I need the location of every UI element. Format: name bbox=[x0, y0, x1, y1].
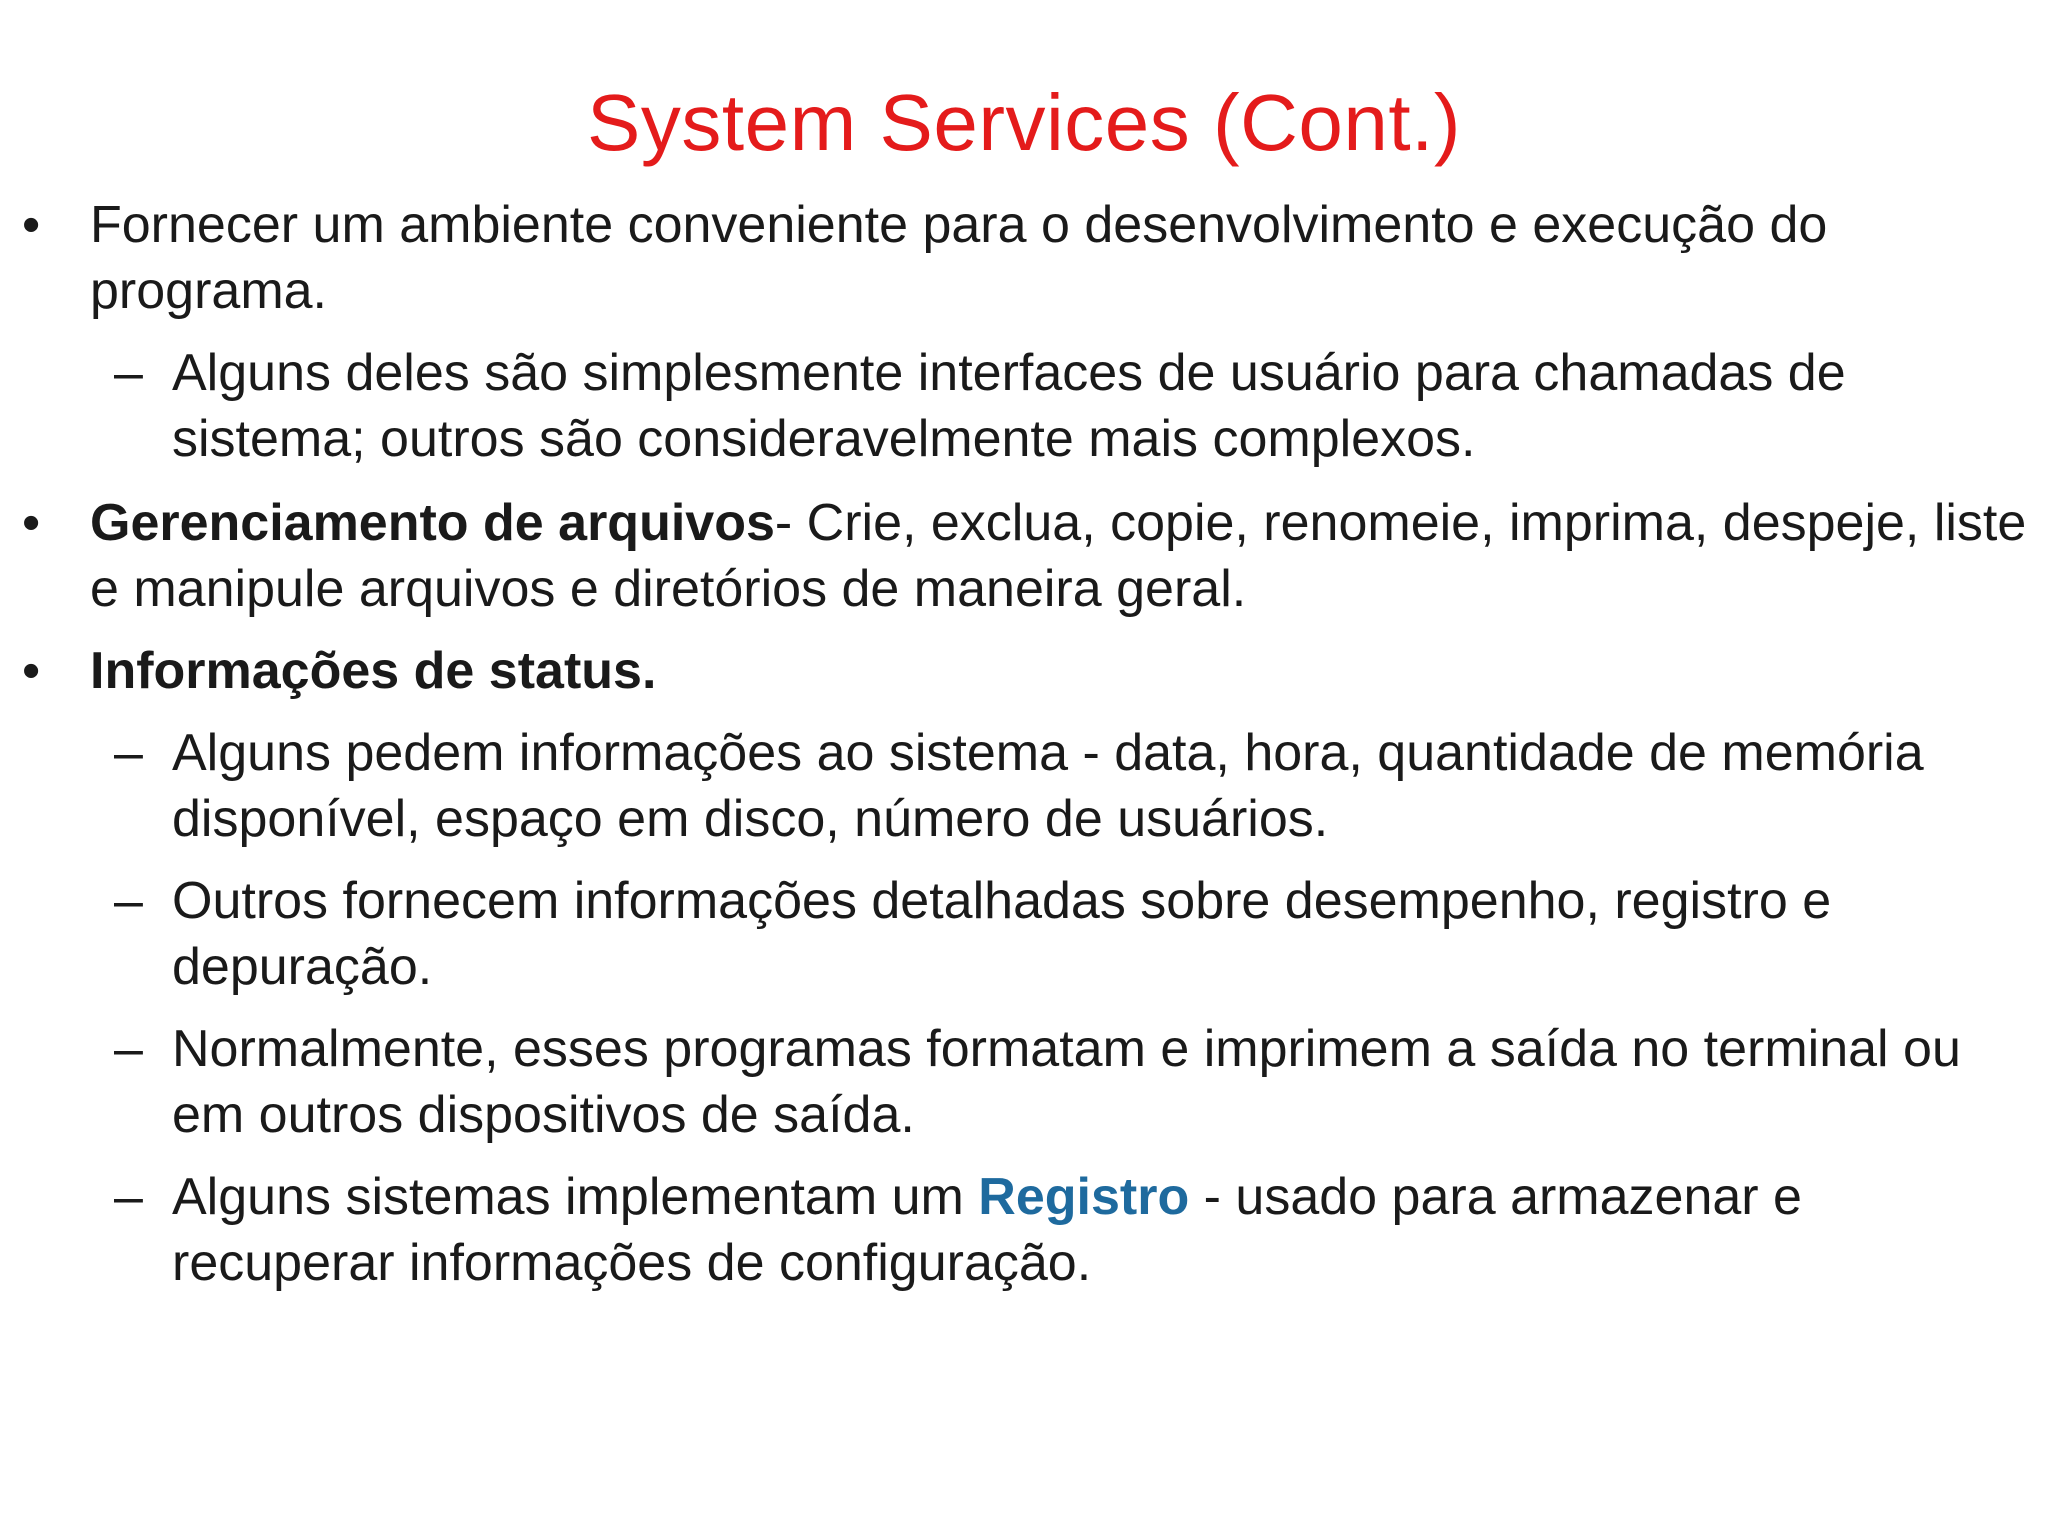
bullet-text: - Crie, exclua, copie, renomeie, imprima, despeje, liste e manipule arquivos e diretórios de maneira geral. bbox=[90, 494, 2027, 618]
sub-bullet-item bbox=[114, 340, 2032, 472]
sub-bullet-item bbox=[114, 1164, 2032, 1296]
dash-marker: – bbox=[114, 344, 143, 402]
sub-bullet-text: Outros fornecem informações detalhadas sobre desempenho, registro e depuração. bbox=[172, 872, 1832, 996]
dash-marker: – bbox=[114, 1168, 143, 1226]
slide-title: System Services (Cont.) bbox=[587, 78, 1461, 167]
sub-bullet-item bbox=[114, 720, 2032, 852]
sub-bullet-text-after: - usado para armazenar e recuperar informações de configuração. bbox=[172, 1168, 1802, 1292]
sub-bullet-text: Alguns deles são simplesmente interfaces de usuário para chamadas de sistema; outros são consideravelmente mais complexos. bbox=[172, 344, 1846, 468]
dash-marker: – bbox=[114, 724, 143, 782]
bullet-marker: • bbox=[22, 494, 41, 552]
bullet-bold-heading: Informações de status. bbox=[90, 642, 657, 700]
sub-bullet-text: Alguns pedem informações ao sistema - data, hora, quantidade de memória disponível, espaço em disco, número de usuários. bbox=[172, 724, 1924, 848]
registry-term: Registro bbox=[978, 1168, 1190, 1226]
sub-bullet-item bbox=[114, 1016, 2032, 1148]
dash-marker: – bbox=[114, 872, 143, 930]
sub-bullet-text: Normalmente, esses programas formatam e imprimem a saída no terminal ou em outros dispositivos de saída. bbox=[172, 1020, 1961, 1144]
bullet-marker: • bbox=[22, 196, 41, 254]
bullet-bold-heading: Gerenciamento de arquivos bbox=[90, 494, 775, 552]
bullet-item bbox=[22, 192, 2048, 324]
sub-bullet-item bbox=[114, 868, 2032, 1000]
bullet-marker: • bbox=[22, 642, 41, 700]
bullet-item bbox=[22, 638, 2048, 704]
sub-bullet-text-before: Alguns sistemas implementam um bbox=[172, 1168, 979, 1226]
bullet-item bbox=[22, 490, 2048, 622]
dash-marker: – bbox=[114, 1020, 143, 1078]
bullet-text: Fornecer um ambiente conveniente para o desenvolvimento e execução do programa. bbox=[90, 196, 1828, 320]
